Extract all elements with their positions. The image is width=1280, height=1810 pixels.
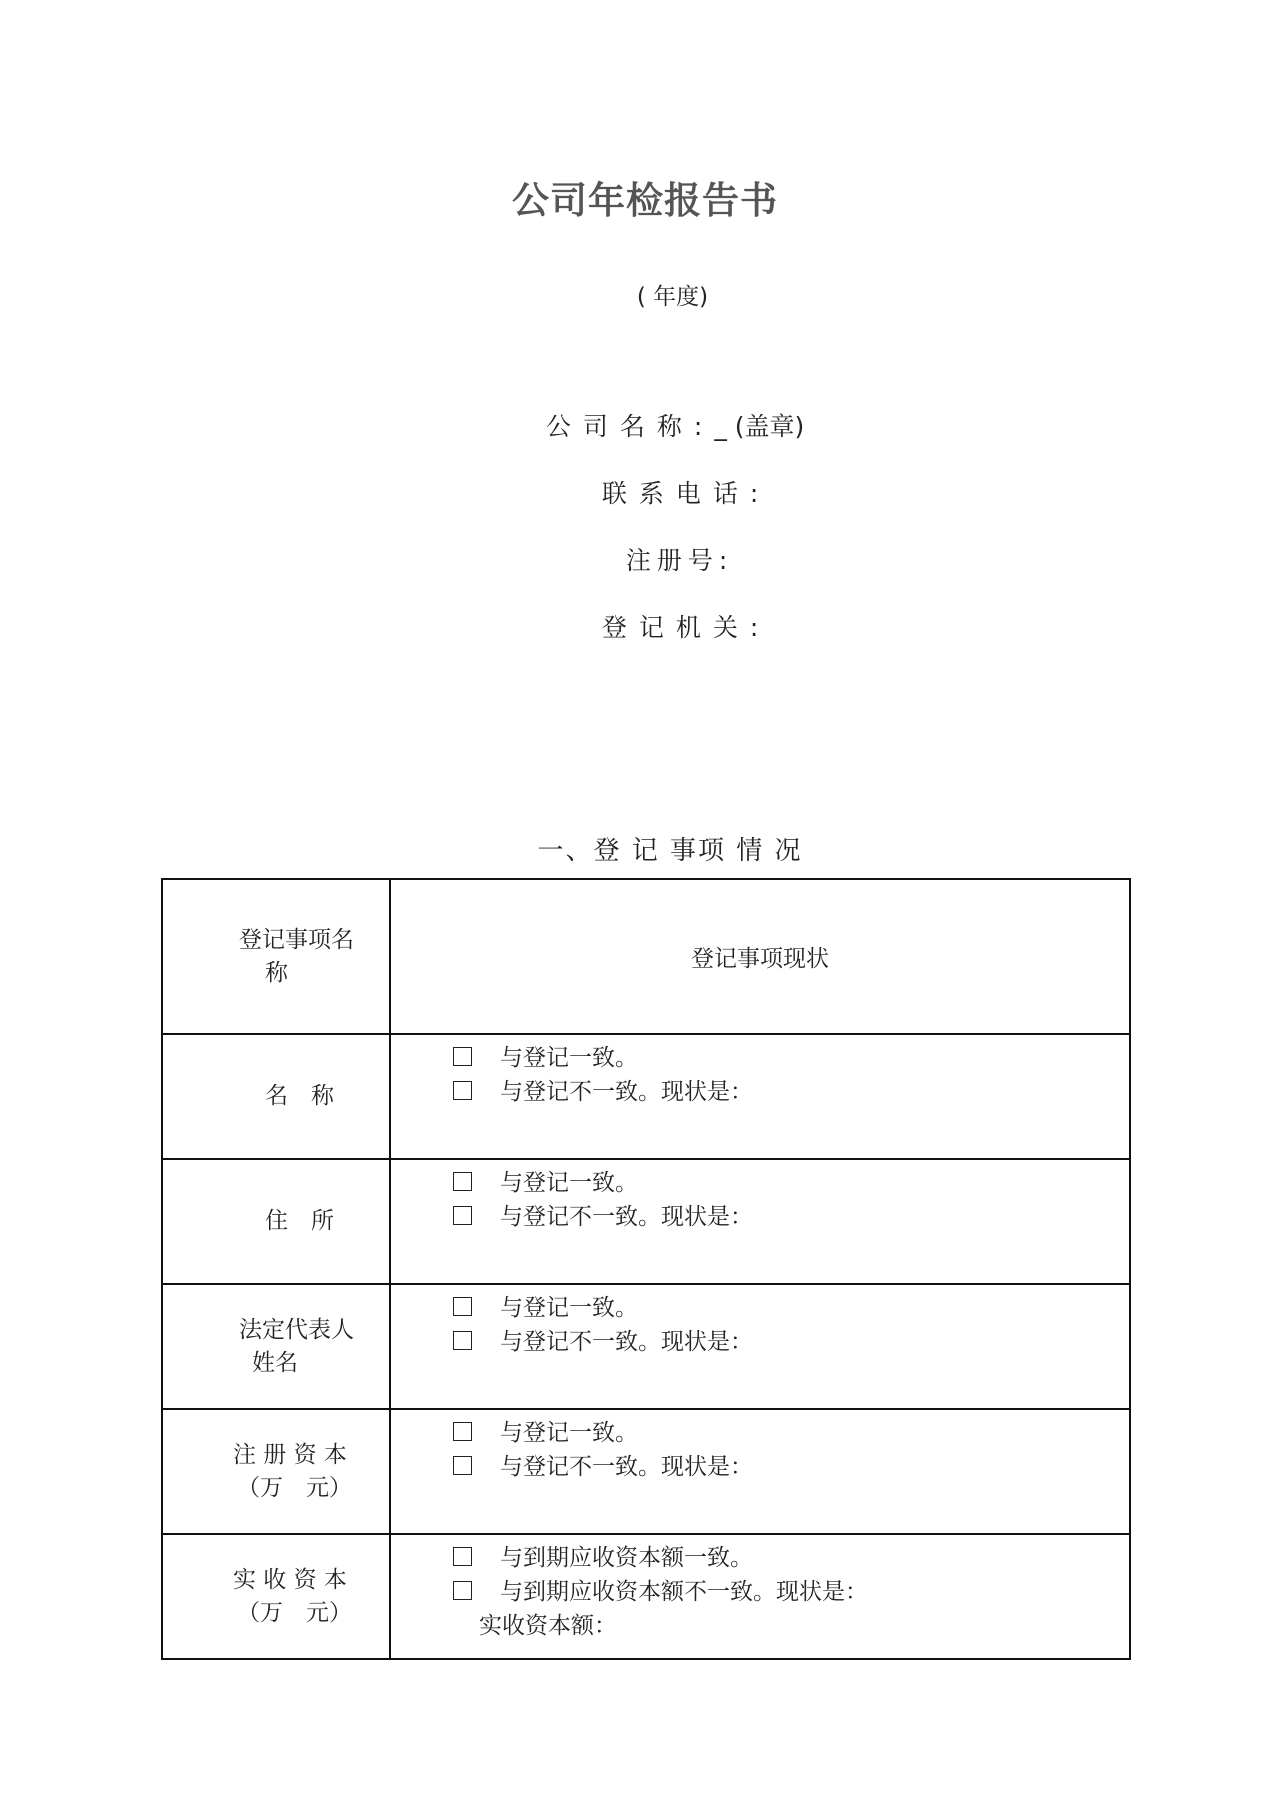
item-status-cell bbox=[390, 1409, 1130, 1534]
option-consistent bbox=[391, 1291, 1129, 1325]
checkbox[interactable] bbox=[453, 1422, 472, 1441]
item-status-cell bbox=[390, 1034, 1130, 1159]
item-status-cell bbox=[390, 1534, 1130, 1659]
header-item-name-line2: 称 bbox=[265, 959, 288, 986]
seal-note: _ (盖章) bbox=[714, 412, 805, 441]
checkbox[interactable] bbox=[453, 1456, 472, 1475]
option-inconsistent bbox=[391, 1450, 1129, 1484]
option-inconsistent bbox=[391, 1575, 1129, 1609]
option-label: 与登记一致。 bbox=[500, 1420, 638, 1446]
table-row bbox=[162, 1159, 1130, 1284]
registration-table bbox=[161, 878, 1131, 1660]
registration-number-label: 注册号: bbox=[625, 546, 734, 575]
phone-label: 联系电话: bbox=[601, 479, 771, 508]
option-label: 与到期应收资本额不一致。现状是： bbox=[500, 1579, 868, 1605]
registration-authority-label: 登记机关: bbox=[601, 613, 771, 642]
header-item-name-line1: 登记事项名 bbox=[239, 926, 354, 953]
checkbox[interactable] bbox=[453, 1206, 472, 1225]
document-title: 公司年检报告书 bbox=[512, 179, 778, 222]
paid-in-capital-amount-label: 实收资本额： bbox=[479, 1613, 617, 1639]
item-name-line2: （万 元） bbox=[237, 1599, 352, 1626]
option-inconsistent bbox=[391, 1075, 1129, 1109]
option-label: 与登记不一致。现状是： bbox=[500, 1329, 753, 1355]
company-name-line bbox=[530, 378, 804, 443]
checkbox[interactable] bbox=[453, 1081, 472, 1100]
item-name-line1: 法定代表人 bbox=[239, 1316, 354, 1343]
option-label: 与到期应收资本额一致。 bbox=[500, 1545, 753, 1571]
checkbox[interactable] bbox=[453, 1297, 472, 1316]
table-header-row bbox=[162, 879, 1130, 1034]
registration-number-line bbox=[610, 512, 733, 577]
option-inconsistent bbox=[391, 1200, 1129, 1234]
option-label: 与登记不一致。现状是： bbox=[500, 1454, 753, 1480]
option-consistent bbox=[391, 1541, 1129, 1575]
checkbox[interactable] bbox=[453, 1172, 472, 1191]
table-row bbox=[162, 1409, 1130, 1534]
item-name-cell bbox=[162, 1034, 390, 1159]
option-label: 与登记一致。 bbox=[500, 1045, 638, 1071]
item-status-cell bbox=[390, 1284, 1130, 1409]
item-name-line1: 实 收 资 本 bbox=[233, 1566, 347, 1593]
option-consistent bbox=[391, 1041, 1129, 1075]
checkbox[interactable] bbox=[453, 1581, 472, 1600]
item-name: 住 所 bbox=[265, 1208, 334, 1234]
table-row bbox=[162, 1034, 1130, 1159]
checkbox[interactable] bbox=[453, 1547, 472, 1566]
option-inconsistent bbox=[391, 1325, 1129, 1359]
item-status-cell bbox=[390, 1159, 1130, 1284]
item-name-line2: 姓名 bbox=[252, 1349, 298, 1376]
table-row bbox=[162, 1534, 1130, 1659]
report-year: ( 年度) bbox=[636, 284, 709, 310]
item-name-line2: （万 元） bbox=[237, 1474, 352, 1501]
option-label: 与登记不一致。现状是： bbox=[500, 1079, 753, 1105]
option-consistent bbox=[391, 1416, 1129, 1450]
table-row bbox=[162, 1284, 1130, 1409]
item-name: 名 称 bbox=[265, 1083, 334, 1109]
checkbox[interactable] bbox=[453, 1331, 472, 1350]
checkbox[interactable] bbox=[453, 1047, 472, 1066]
item-name-cell bbox=[162, 1284, 390, 1409]
registration-authority-line bbox=[586, 579, 770, 644]
section-title: 一、登 记 事项 情 况 bbox=[537, 836, 803, 866]
option-consistent bbox=[391, 1166, 1129, 1200]
header-item-status: 登记事项现状 bbox=[390, 879, 1130, 1034]
company-name-label: 公司名称: bbox=[545, 412, 715, 441]
phone-line bbox=[586, 445, 770, 510]
item-name-cell bbox=[162, 1409, 390, 1534]
item-name-line1: 注 册 资 本 bbox=[233, 1441, 347, 1468]
item-name-cell bbox=[162, 1159, 390, 1284]
header-item-name bbox=[162, 879, 390, 1034]
option-label: 与登记不一致。现状是： bbox=[500, 1204, 753, 1230]
item-name-cell bbox=[162, 1534, 390, 1659]
option-label: 与登记一致。 bbox=[500, 1170, 638, 1196]
option-label: 与登记一致。 bbox=[500, 1295, 638, 1321]
